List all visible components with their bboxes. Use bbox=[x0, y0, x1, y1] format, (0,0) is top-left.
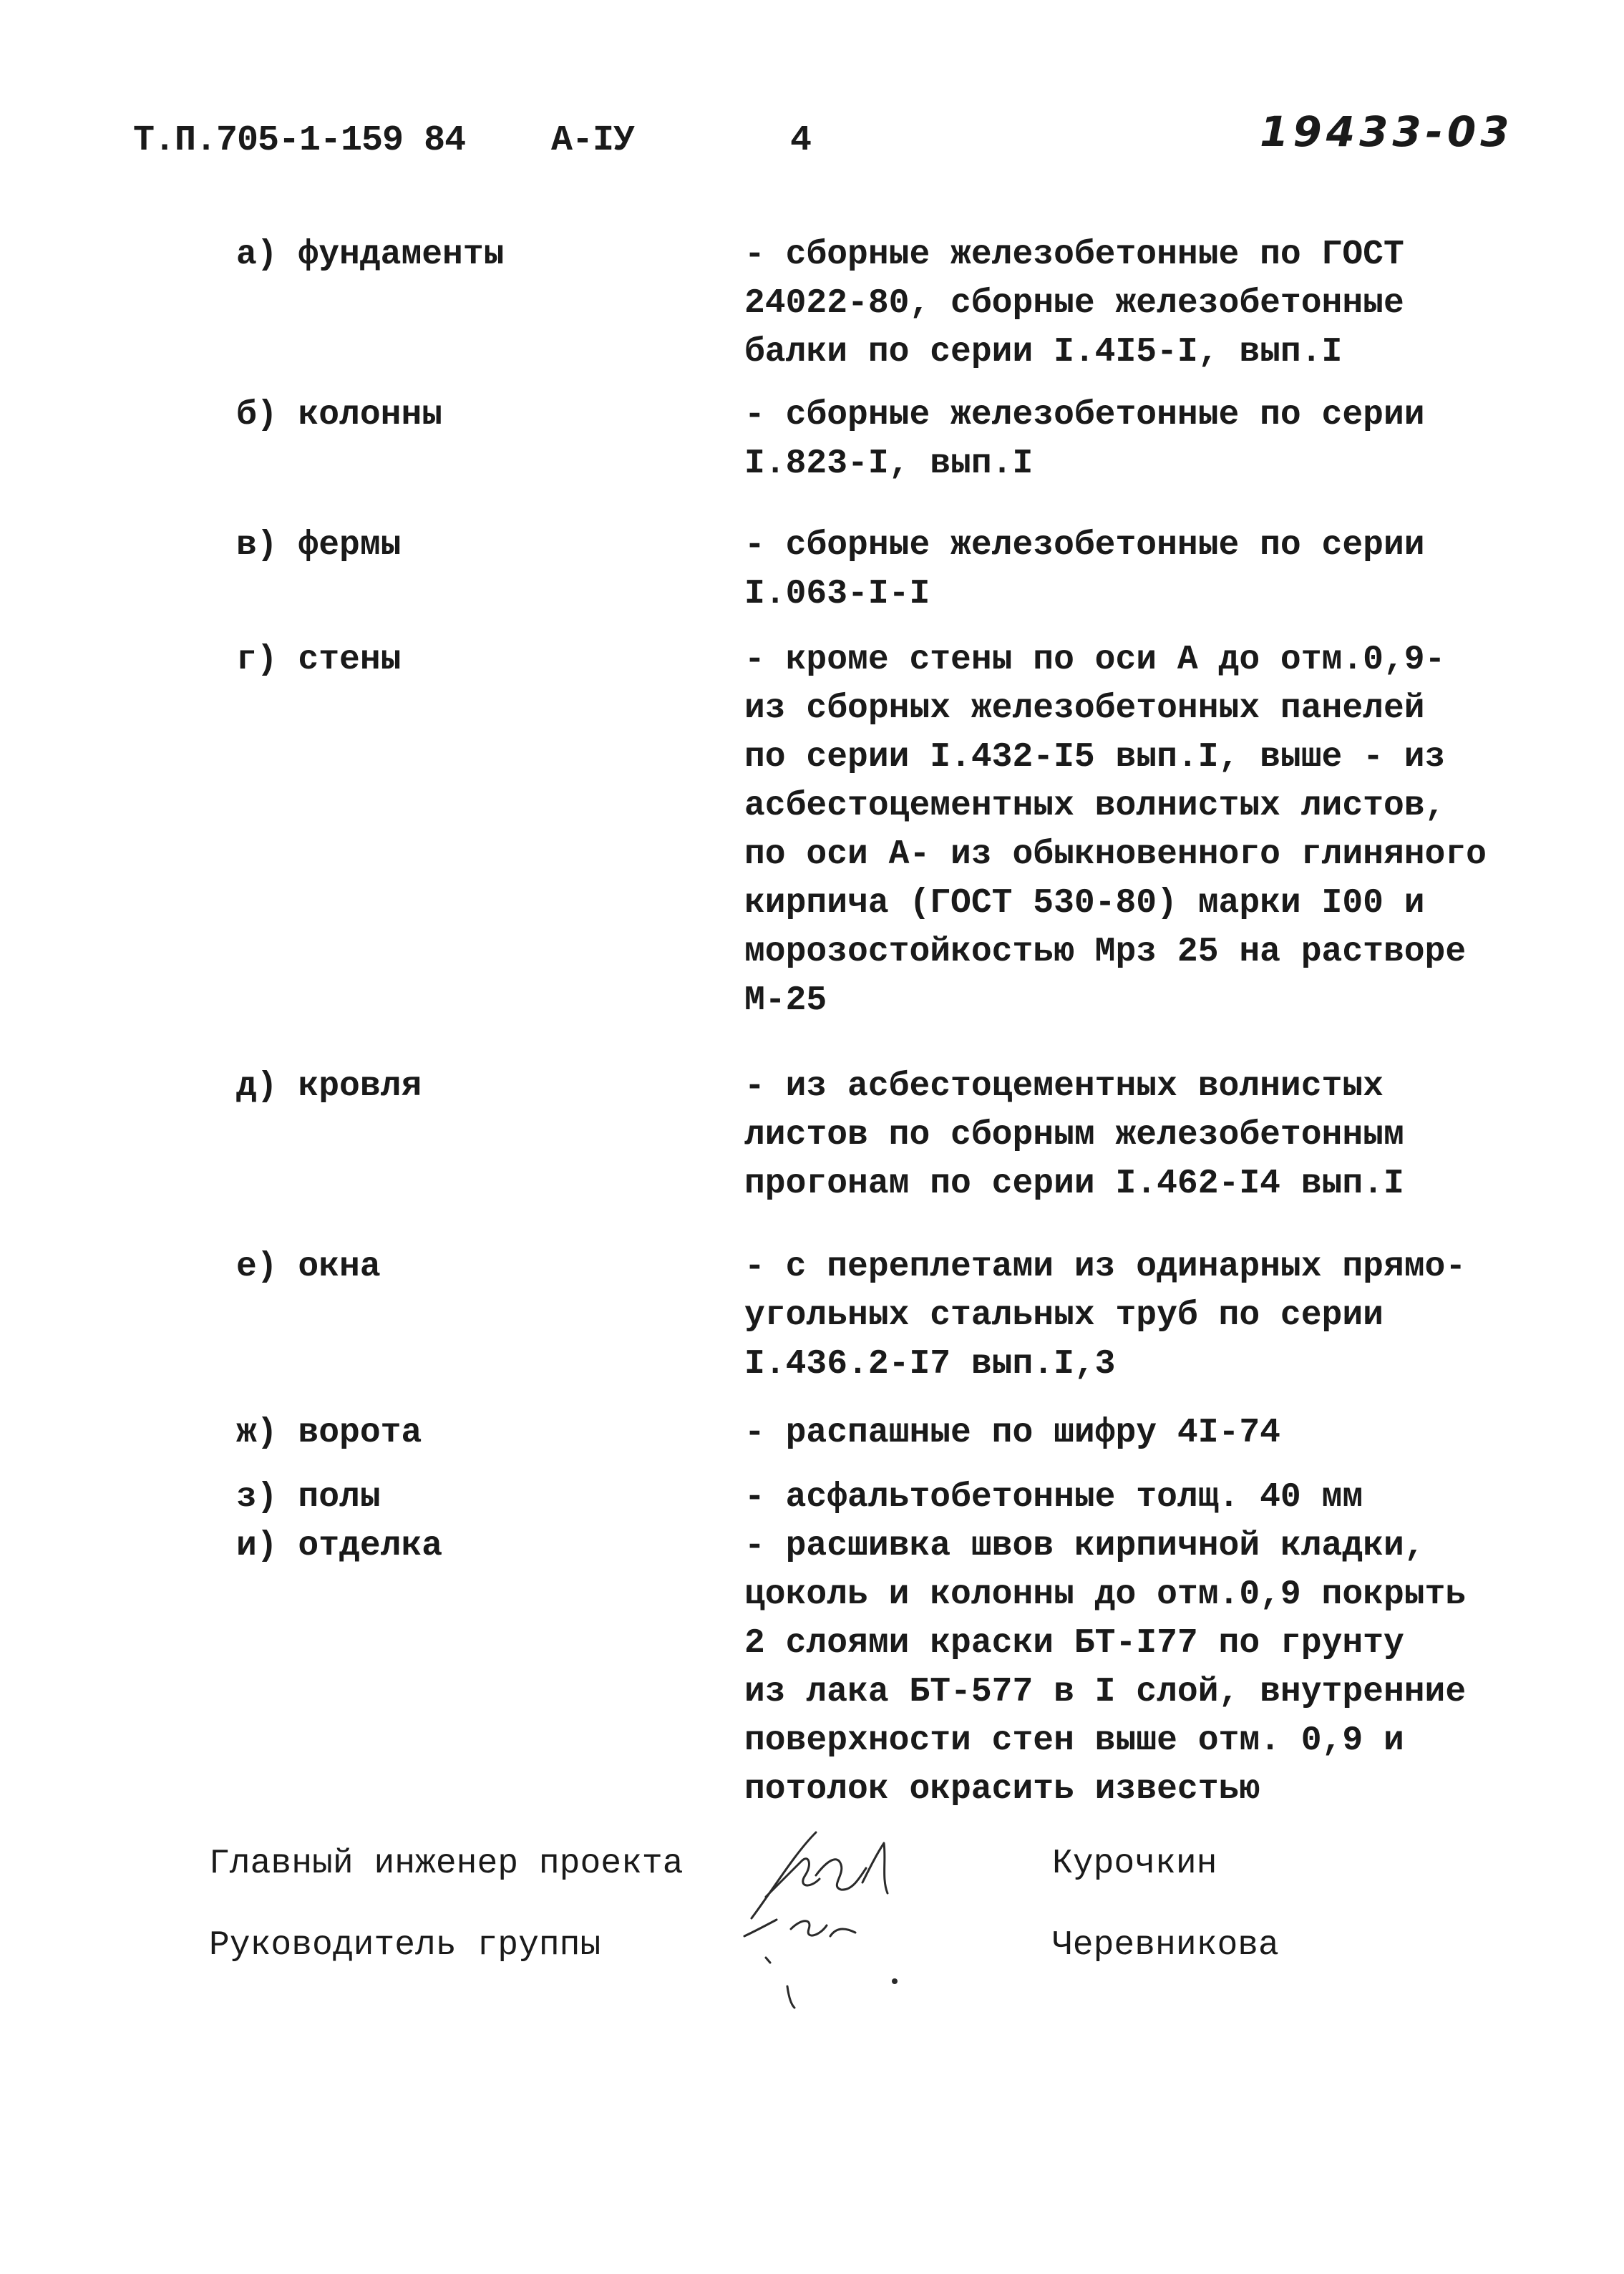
spec-line: - сборные железобетонные по ГОСТ bbox=[744, 235, 1404, 274]
spec-line: из лака БТ-577 в I слой, внутренние bbox=[744, 1673, 1467, 1711]
spec-line: - сборные железобетонные по серии bbox=[744, 526, 1425, 565]
spec-line: цоколь и колонны до отм.0,9 покрыть bbox=[744, 1575, 1467, 1614]
spec-line: балки по серии I.4I5-I, вып.I bbox=[744, 333, 1343, 371]
spec-line: листов по сборным железобетонным bbox=[744, 1116, 1404, 1155]
spec-line: по оси А- из обыкновенного глиняного bbox=[744, 835, 1487, 874]
spec-line: - сборные железобетонные по серии bbox=[744, 396, 1425, 434]
spec-item-label: ж) ворота bbox=[236, 1414, 422, 1452]
spec-item-label: б) колонны bbox=[236, 396, 443, 434]
spec-line: I.436.2-I7 вып.I,3 bbox=[744, 1345, 1116, 1384]
spec-item-text bbox=[744, 521, 1532, 618]
spec-line: - асфальтобетонные толщ. 40 мм bbox=[744, 1478, 1363, 1517]
spec-line: из сборных железобетонных панелей bbox=[744, 689, 1425, 728]
spec-item-text bbox=[744, 1473, 1532, 1522]
signature-stroke bbox=[787, 1986, 794, 2008]
spec-line: прогонам по серии I.462-I4 вып.I bbox=[744, 1165, 1404, 1203]
spec-line: асбестоцементных волнистых листов, bbox=[744, 787, 1446, 825]
spec-item-label: г) стены bbox=[236, 641, 402, 679]
spec-item-label: и) отделка bbox=[236, 1527, 443, 1565]
spec-line: потолок окрасить известью bbox=[744, 1770, 1260, 1809]
spec-line: - кроме стены по оси А до отм.0,9- bbox=[744, 641, 1446, 679]
signature-stroke bbox=[830, 1929, 855, 1936]
spec-item-text bbox=[744, 636, 1532, 1025]
spec-line: - распашные по шифру 4I-74 bbox=[744, 1414, 1280, 1452]
spec-line: - из асбестоцементных волнистых bbox=[744, 1067, 1384, 1106]
group-leader-name: Черевникова bbox=[1052, 1926, 1279, 1965]
signature-stroke bbox=[766, 1958, 770, 1963]
spec-line: угольных стальных труб по серии bbox=[744, 1296, 1384, 1335]
page-number: 4 bbox=[790, 120, 812, 161]
spec-item-label: д) кровля bbox=[236, 1067, 422, 1106]
spec-item-label: а) фундаменты bbox=[236, 235, 505, 274]
spec-item-text bbox=[744, 1522, 1532, 1814]
signature-stroke bbox=[791, 1921, 827, 1935]
spec-line: морозостойкостью Мрз 25 на растворе bbox=[744, 933, 1467, 971]
inventory-number: 19433-03 bbox=[1260, 107, 1514, 156]
spec-line: I.823-I, вып.I bbox=[744, 444, 1034, 483]
spec-line: - с переплетами из одинарных прямо- bbox=[744, 1248, 1467, 1286]
doc-code: Т.П.705-1-159 84 bbox=[133, 120, 466, 161]
handwritten-signature bbox=[723, 1811, 930, 2026]
spec-line: М-25 bbox=[744, 981, 827, 1020]
spec-item-label: е) окна bbox=[236, 1248, 381, 1286]
spec-item-text bbox=[744, 391, 1532, 488]
spec-line: 2 слоями краски БТ-I77 по грунту bbox=[744, 1624, 1404, 1663]
spec-item-label: в) фермы bbox=[236, 526, 402, 565]
spec-item-text bbox=[744, 230, 1532, 376]
spec-item-text bbox=[744, 1243, 1532, 1389]
spec-item-text bbox=[744, 1062, 1532, 1208]
spec-item-text bbox=[744, 1409, 1532, 1457]
spec-line: поверхности стен выше отм. 0,9 и bbox=[744, 1721, 1404, 1760]
spec-line: I.063-I-I bbox=[744, 575, 930, 613]
signature-stroke bbox=[816, 1860, 866, 1890]
signature-dot bbox=[892, 1978, 898, 1984]
chief-engineer-name: Курочкин bbox=[1052, 1845, 1217, 1883]
chief-engineer-role: Главный инженер проекта bbox=[209, 1845, 684, 1883]
spec-line: - расшивка швов кирпичной кладки, bbox=[744, 1527, 1425, 1565]
spec-line: 24022-80, сборные железобетонные bbox=[744, 284, 1404, 323]
spec-item-label: з) полы bbox=[236, 1478, 381, 1517]
spec-line: кирпича (ГОСТ 530-80) марки I00 и bbox=[744, 884, 1425, 923]
signature-stroke bbox=[766, 1859, 820, 1897]
sheet-designation: А-IУ bbox=[551, 120, 635, 161]
signature-stroke bbox=[744, 1920, 777, 1936]
group-leader-role: Руководитель группы bbox=[209, 1926, 601, 1965]
spec-line: по серии I.432-I5 вып.I, выше - из bbox=[744, 738, 1446, 777]
